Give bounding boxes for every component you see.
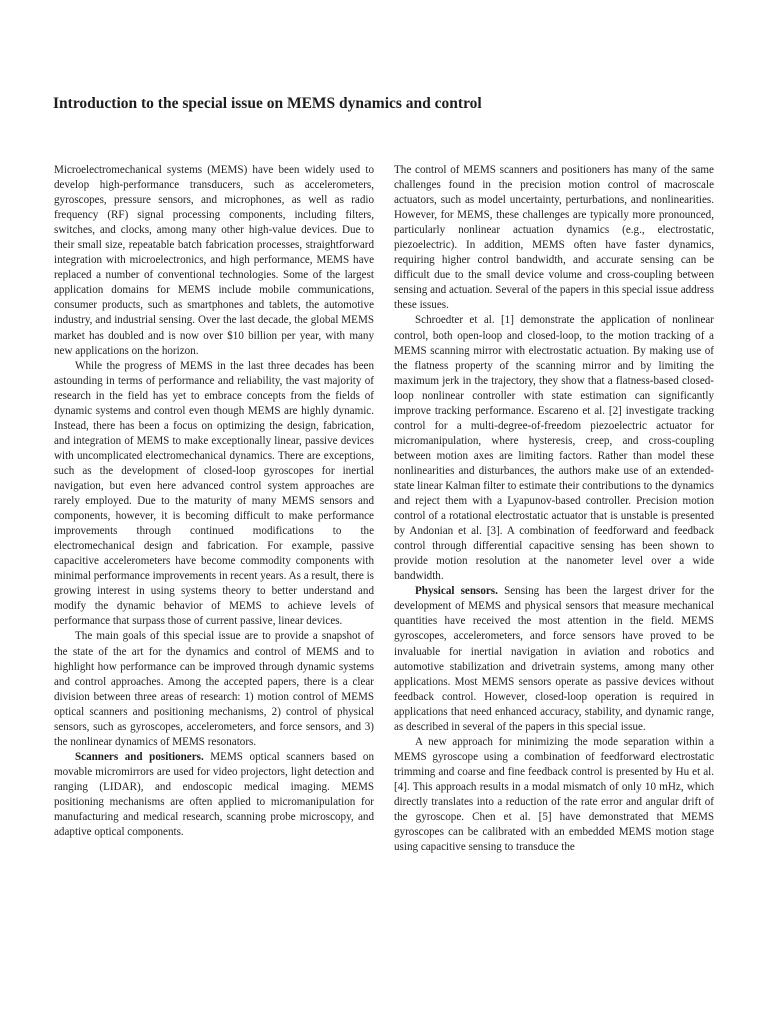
- sensors-body: Sensing has been the largest driver for the development of MEMS and physical sensors that measure mechanical quantities have received the most attention in the field. MEMS gyroscopes, accelerometers, and force sensors have proved to be invaluable for inertial navigation in aviation and robotics and automotive stabilization and drivetrain systems, among many other applications. Most MEMS sensors operate as passive devices without feedback control. However, closed-loop operation is required in applications that need enhanced accuracy, stability, and dynamic range, as described in several of the papers in this special issue.: [394, 585, 714, 733]
- sensors-paragraph: [394, 584, 714, 734]
- scanner-papers-paragraph: Schroedter et al. [1] demonstrate the application of nonlinear control, both open-loop and closed-loop, to the motion tracking of a MEMS scanning mirror with electrostatic actuation. By making use of the flatness property of the scanning mirror and by limiting the maximum jerk in the trajectory, they show that a flatness-based closed-loop nonlinear controller with state estimation can significantly improve tracking performance. Escareno et al. [2] investigate tracking control for a multi-degree-of-freedom piezoelectric actuator for micromanipulation, where hysteresis, creep, and cross-coupling between motion axes are limiting factors. Rather than model these nonlinearities and disturbances, the authors make use of an extended-state linear Kalman filter to estimate their contributions to the dynamics and reject them with a Lyapunov-based controller. Precision motion control of a rotational electrostatic actuator that is unstable is presented by Andonian et al. [3]. A combination of feedforward and feedback control through differential capacitive sensing has been shown to provide motion resolution at the nanometer level over a wide bandwidth.: [394, 314, 714, 583]
- sensors-heading: Physical sensors.: [415, 585, 498, 598]
- scanners-body: MEMS optical scanners based on movable micromirrors are used for video projectors, light detection and ranging (LIDAR), and endoscopic medical imaging. MEMS positioning mechanisms are often applied to micromanipulation for manufacturing and medical research, scanning probe microscopy, and adaptive optical components.: [54, 750, 374, 839]
- right-column: [394, 163, 714, 855]
- left-column: [54, 163, 374, 840]
- control-challenges-paragraph: The control of MEMS scanners and positioners has many of the same challenges found in the precision motion control of macroscale actuators, such as model uncertainty, perturbations, and nonlinearities. However, for MEMS, these challenges are typically more pronounced, particularly nonlinear actuation dynamics (e.g., electrostatic, piezoelectric). In addition, MEMS often have faster dynamics, requiring higher control bandwidth, and accurate sensing can be difficult due to the small device volume and cross-coupling between sensing and actuation. Several of the papers in this special issue address these issues.: [394, 164, 714, 312]
- intro-paragraph: Microelectromechanical systems (MEMS) have been widely used to develop high-performance transducers, such as accelerometers, gyroscopes, pressure sensors, and microphones, as well as radio frequency (RF) signal processing components, including filters, switches, and clocks, among many other high-value devices. Due to their small size, repeatable batch fabrication processes, straightforward integration with microelectronics, and high performance, MEMS have replaced a number of conventional technologies. Some of the largest application domains for MEMS include mobile communications, consumer products, such as smartphones and tablets, the automotive industry, and industrial sensing. Over the last decade, the global MEMS market has doubled and is now over $10 billion per year, with many new applications on the horizon.: [54, 164, 374, 357]
- scanners-paragraph: [54, 750, 374, 840]
- progress-paragraph: While the progress of MEMS in the last three decades has been astounding in terms of performance and reliability, the vast majority of research in the field has yet to embrace concepts from the fields of dynamic systems and control even though MEMS are highly dynamic. Instead, there has been a focus on optimizing the design, fabrication, and integration of MEMS to make exceptionally linear, passive devices with uncomplicated electromechanical dynamics. There are exceptions, such as the development of closed-loop gyroscopes for inertial navigation, but even here advanced control system approaches are rarely employed. Due to the maturity of many MEMS sensors and components, however, it is becoming difficult to make performance improvements through continued modifications to the electromechanical design and fabrication. For example, passive capacitive accelerometers have become commodity components with minimal performance improvements in recent years. As a result, there is growing interest in using systems theory to better understand and modify the dynamic behavior of MEMS to achieve levels of performance that surpass those of current passive, linear devices.: [54, 359, 374, 628]
- paper-title: Introduction to the special issue on MEMS dynamics and control: [53, 95, 482, 112]
- goals-paragraph: The main goals of this special issue are to provide a snapshot of the state of the art for the dynamics and control of MEMS and to highlight how performance can be improved through dynamic systems and control approaches. Among the accepted papers, there is a clear division between three areas of research: 1) motion control of MEMS optical scanners and positioning mechanisms, 2) control of physical sensors, such as gyroscopes, accelerometers, and force sensors, and 3) the nonlinear dynamics of MEMS resonators.: [54, 630, 374, 748]
- scanners-heading: Scanners and positioners.: [75, 750, 204, 763]
- gyroscope-paragraph: A new approach for minimizing the mode separation within a MEMS gyroscope using a combination of feedforward electrostatic trimming and coarse and fine feedback control is presented by Hu et al. [4]. This approach results in a modal mismatch of only 10 mHz, which directly translates into a reduction of the rate error and angular drift of the gyroscope. Chen et al. [5] have demonstrated that MEMS gyroscopes can be calibrated with an embedded MEMS motion stage using capacitive sensing to transduce the: [394, 735, 714, 854]
